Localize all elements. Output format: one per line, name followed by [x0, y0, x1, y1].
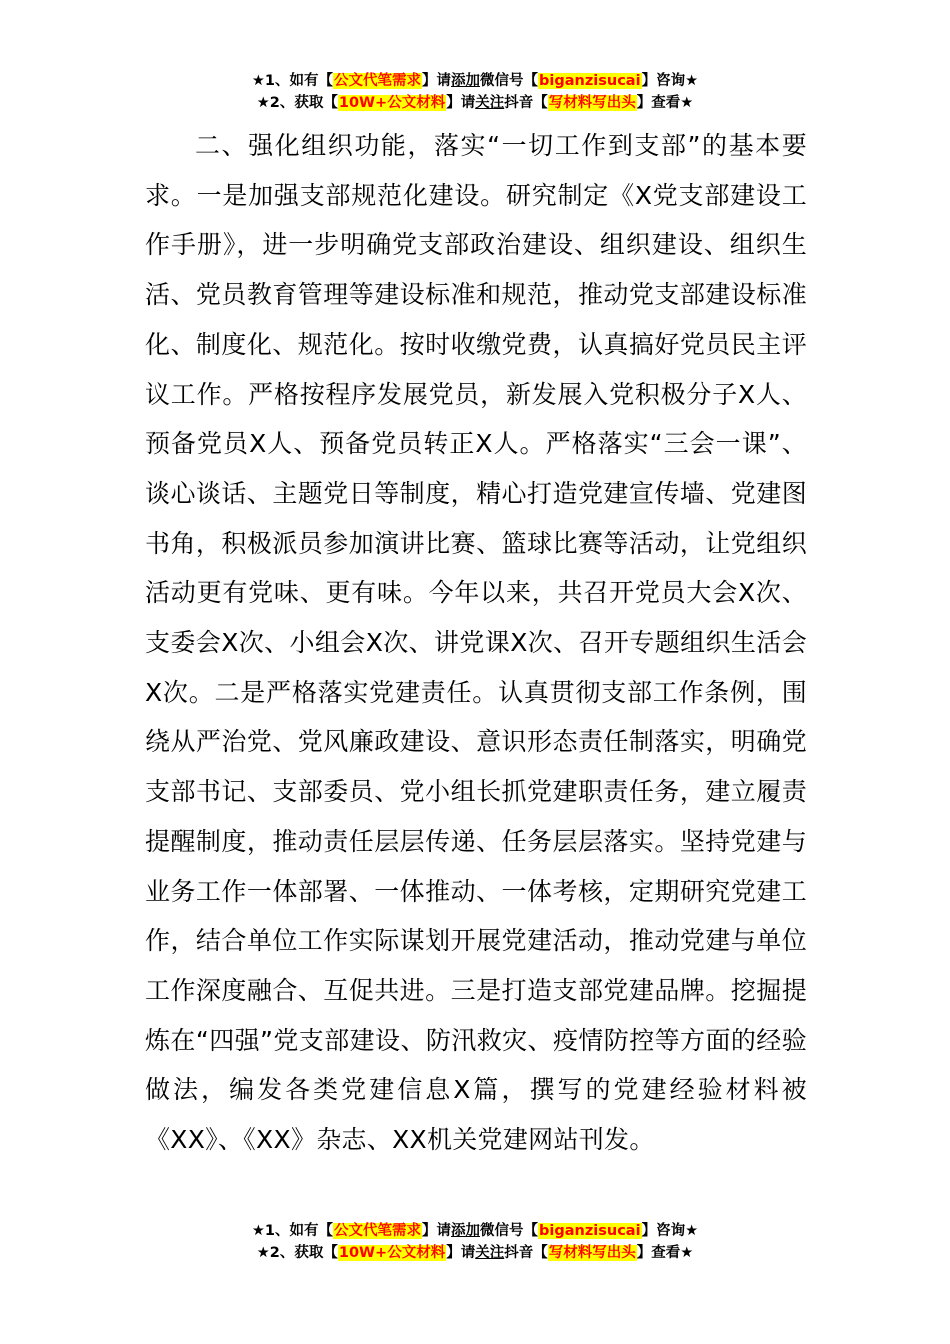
highlight-materials: 10W+公文材料: [338, 1245, 446, 1261]
star-icon: ★: [251, 73, 265, 89]
banner-text: 1、如有【: [264, 1223, 334, 1239]
body-paragraph: 二、强化组织功能，落实“一切工作到支部”的基本要求。一是加强支部规范化建设。研究制定《X党支部建设工作手册》，进一步明确党支部政治建设、组织建设、组织生活、党员教育管理等建设标准和规范，推动党支部建设标准化、制度化、规范化。按时收缴党费，认真搞好党员民主评议工作。严格按程序发展党员，新发展入党积极分子X人、预备党员X人、预备党员转正X人。严格落实“三会一课”、谈心谈话、主题党日等制度，精心打造党建宣传墙、党建图书角，积极派员参加演讲比赛、篮球比赛等活动，让党组织活动更有党味、更有味。今年以来，共召开党员大会X次、支委会X次、小组会X次、讲党课X次、召开专题组织生活会X次。二是严格落实党建责任。认真贯彻支部工作条例，围绕从严治党、党风廉政建设、意识形态责任制落实，明确党支部书记、支部委员、党小组长抓党建职责任务，建立履责提醒制度，推动责任层层传递、任务层层落实。坚持党建与业务工作一体部署、一体推动、一体考核，定期研究党建工作，结合单位工作实际谋划开展党建活动，推动党建与单位工作深度融合、互促共进。三是打造支部党建品牌。挖掘提炼在“四强”党支部建设、防汛救灾、疫情防控等方面的经验做法，编发各类党建信息X篇，撰写的党建经验材料被《XX》、《XX》杂志、XX机关党建网站刊发。: [145, 131, 807, 1155]
star-icon: ★: [251, 1223, 265, 1239]
banner-text-underlined: 添加: [451, 1223, 481, 1239]
highlight-wechat-id: biganzisucai: [539, 1223, 641, 1239]
banner-text: 】查看★: [636, 95, 694, 111]
banner-line-2: [0, 1242, 950, 1264]
banner-text-underlined: 添加: [451, 73, 481, 89]
banner-text: 】请: [446, 95, 476, 111]
highlight-wechat-id: biganzisucai: [539, 73, 641, 89]
banner-text-underlined: 关注: [475, 95, 505, 111]
banner-text-underlined: 关注: [475, 1245, 505, 1261]
highlight-service: 公文代笔需求: [334, 73, 422, 89]
banner-text: 】查看★: [636, 1245, 694, 1261]
banner-text: 】请: [422, 1223, 452, 1239]
highlight-douyin: 写材料写出头: [548, 1245, 636, 1261]
banner-line-2: [0, 92, 950, 114]
highlight-douyin: 写材料写出头: [548, 95, 636, 111]
banner-text: 】请: [446, 1245, 476, 1261]
banner-text: 】请: [422, 73, 452, 89]
footer-banner: [0, 1220, 950, 1264]
star-icon: ★: [256, 95, 270, 111]
star-icon: ★: [256, 1245, 270, 1261]
banner-text: 微信号【: [480, 1223, 539, 1239]
highlight-materials: 10W+公文材料: [338, 95, 446, 111]
highlight-service: 公文代笔需求: [334, 1223, 422, 1239]
header-banner: [0, 70, 950, 114]
banner-text: 2、获取【: [269, 95, 338, 111]
banner-text: 1、如有【: [264, 73, 334, 89]
banner-text: 】咨询★: [641, 73, 699, 89]
banner-line-1: [0, 70, 950, 92]
banner-text: 微信号【: [480, 73, 539, 89]
banner-text: 抖音【: [504, 95, 548, 111]
banner-text: 2、获取【: [269, 1245, 338, 1261]
banner-text: 】咨询★: [641, 1223, 699, 1239]
banner-line-1: [0, 1220, 950, 1242]
banner-text: 抖音【: [504, 1245, 548, 1261]
